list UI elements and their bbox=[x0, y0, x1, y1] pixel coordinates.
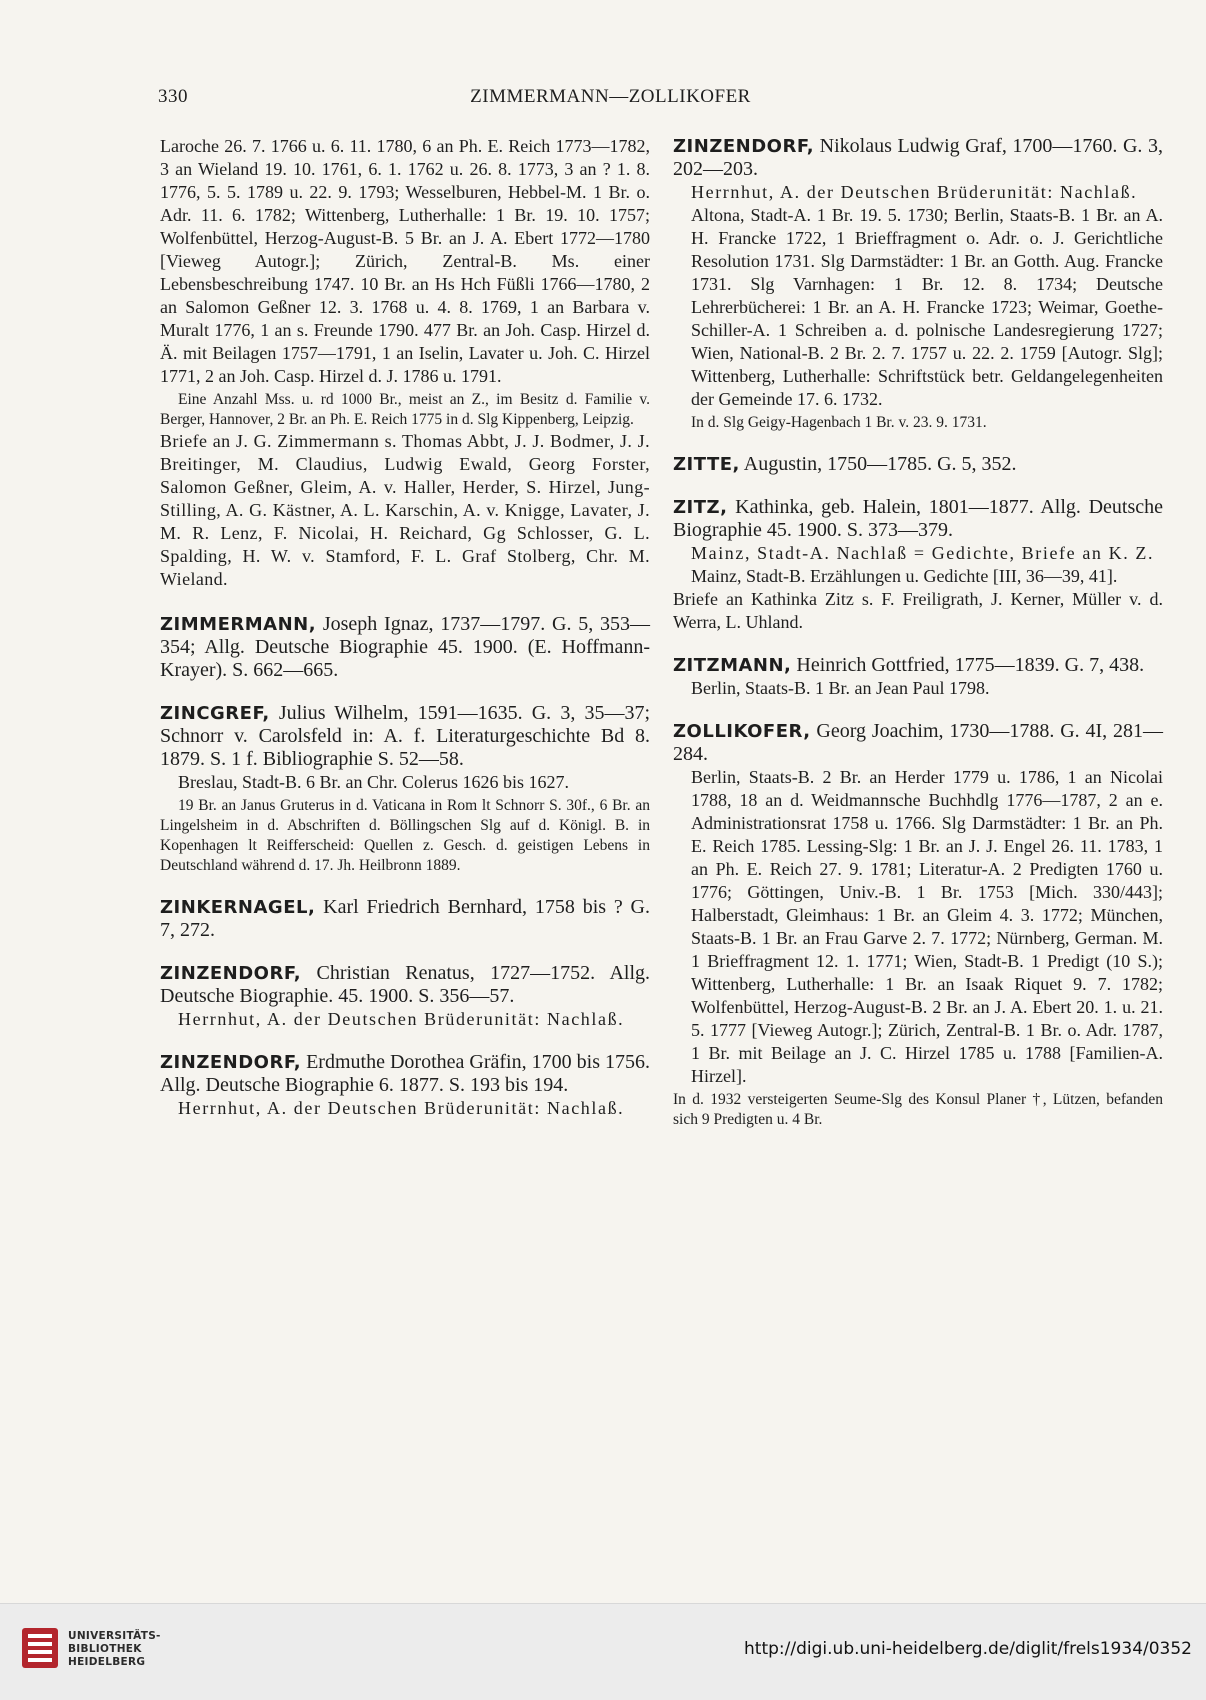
entry-name: ZITTE, bbox=[673, 454, 740, 475]
entry-body: Laroche 26. 7. 1766 u. 6. 11. 1780, 6 an Ph. E. Reich 1773—1782, 3 an Wieland 19. 10. 1761, 6. 1. 1762 u. 26. 8. 1773, 3 an ? 1. 8. 1776, 5. 5. 1789 u. 22. 9. 1793; Wesselburen, Hebbel-M. 1 Br. o. Adr. 11. 6. 1782; Wittenberg, Lutherhalle: 1 Br. 19. 10. 1757; Wolfenbüttel, Herzog-August-B. 5 Br. an J. A. Ebert 1772—1780 [Vieweg Autogr.]; Zürich, Zentral-B. Ms. einer Lebensbeschreibung 1747. 10 Br. an Hs Hch Füßli 1766—1780, 2 an Salomon Geßner 12. 3. 1768 u. 4. 8. 1769, 1 an Barbara v. Muralt 1776, 1 an s. Freunde 1790. 477 Br. an Joh. Casp. Hirzel d. Ä. mit Beilagen 1757—1791, 1 an Iselin, Lavater u. Joh. C. Hirzel 1771, 2 an Joh. Casp. Hirzel d. J. 1786 u. 1791. bbox=[160, 136, 650, 386]
entry-name: ZINKERNAGEL, bbox=[160, 897, 316, 918]
entry-location: Herrnhut, A. der Deutschen Brüderunität: Nachlaß. bbox=[178, 1009, 625, 1029]
entry-note: 19 Br. an Janus Gruterus in d. Vaticana in Rom lt Schnorr S. 30f., 6 Br. an Lingelsheim in d. Abschriften d. Böllingschen Slg auf d. Königl. B. in Kopenhagen lt Reifferscheid: Quellen z. Gesch. d. geistigen Lebens in Deutschland während d. 17. Jh. Heilbronn 1889. bbox=[160, 797, 650, 874]
entry-body: Berlin, Staats-B. 2 Br. an Herder 1779 u. 1786, 1 an Nicolai 1788, 18 an d. Weidmannsche Buchhdlg 1776—1787, 2 an e. Administrationsrat 1758 u. 1766. Slg Darmstädter: 1 Br. an Ph. E. Reich 1785. Lessing-Slg: 1 Br. an J. J. Engel 26. 11. 1783, 1 an Ph. E. Reich 27. 9. 1781; Literatur-A. 2 Predigten 1760 u. 1776; Göttingen, Univ.-B. 1 Br. 1753 [Mich. 330/443]; Halberstadt, Gleimhaus: 1 Br. an Gleim 4. 3. 1772; München, Staats-B. 1 Br. an Frau Garve 2. 7. 1772; Nürnberg, German. M. 1 Brieffragment 12. 1. 1771; Wien, Stadt-B. 1 Predigt (10 S.); Wittenberg, Lutherhalle: 1 Br. an Isaak Riquet 9. 7. 1782; Wolfenbüttel, Herzog-August-B. 2 Br. an J. A. Ebert 20. 1. u. 21. 5. 1777 [Vieweg Autogr.]; Zürich, Zentral-B. 1 Br. o. Adr. 1787, 1 Br. mit Beilage an J. C. Hirzel 1785 u. 1788 [Familien-A. Hirzel]. bbox=[691, 767, 1163, 1086]
entry-location: Mainz, Stadt-A. Nachlaß = Gedichte, Briefe an K. Z. bbox=[691, 543, 1155, 563]
entry-heading bbox=[673, 654, 1163, 677]
entry-heading bbox=[160, 702, 650, 771]
entry-zinkernagel bbox=[160, 896, 650, 942]
entry-body: Altona, Stadt-A. 1 Br. 19. 5. 1730; Berlin, Staats-B. 1 Br. an A. H. Francke 1722, 1 Brieffragment o. Adr. o. J. Gerichtliche Resolution 1731. Slg Darmstädter: 1 Br. an Gotth. Aug. Francke 1731. Slg Varnhagen: 1 Br. 12. 8. 1734; Deutsche Lehrerbücherei: 1 Br. an A. H. Francke 1723; Weimar, Goethe-Schiller-A. 1 Schreiben a. d. polnische Landesregierung 1727; Wien, National-B. 2 Br. 2. 7. 1757 u. 22. 2. 1759 [Autogr. Slg]; Wittenberg, Lutherhalle: Schriftstück betr. Geldangelegenheiten der Gemeinde 17. 6. 1732. bbox=[691, 205, 1163, 409]
entry-zincgref bbox=[160, 702, 650, 876]
entry-heading bbox=[673, 496, 1163, 542]
institution-line: UNIVERSITÄTS- bbox=[68, 1630, 161, 1642]
entry-heading-text: Christian Renatus, 1727—1752. Allg. Deutsche Biographie. 45. 1900. S. 356—57. bbox=[160, 962, 651, 1007]
entry-location: Herrnhut, A. der Deutschen Brüderunität: Nachlaß. bbox=[691, 182, 1138, 202]
entry-heading-text: Karl Friedrich Bernhard, 1758 bis ? G. 7, 272. bbox=[160, 896, 651, 941]
entry-name: ZOLLIKOFER, bbox=[673, 721, 811, 742]
institution-line: BIBLIOTHEK bbox=[68, 1643, 142, 1655]
entry-heading-text: Nikolaus Ludwig Graf, 1700—1760. G. 3, 202—203. bbox=[673, 135, 1163, 180]
left-column bbox=[160, 135, 650, 1140]
entry-body: Berlin, Staats-B. 1 Br. an Jean Paul 1798. bbox=[691, 678, 990, 698]
entry-note: In d. Slg Geigy-Hagenbach 1 Br. v. 23. 9. 1731. bbox=[691, 414, 987, 431]
entry-name: ZINCGREF, bbox=[160, 703, 270, 724]
entry-zimmermann-continued bbox=[160, 135, 650, 591]
entry-zinzendorf-nikolaus bbox=[673, 135, 1163, 433]
entry-heading bbox=[160, 1051, 650, 1097]
entry-heading-text: Augustin, 1750—1785. G. 5, 352. bbox=[743, 453, 1017, 475]
entry-heading-text: Joseph Ignaz, 1737—1797. G. 5, 353—354; Allg. Deutsche Biographie 45. 1900. (E. Hoffmann-Krayer). S. 662—665. bbox=[160, 613, 650, 681]
right-column bbox=[673, 135, 1163, 1150]
entry-body: Mainz, Stadt-B. Erzählungen u. Gedichte [III, 36—39, 41]. bbox=[691, 566, 1118, 586]
entry-heading-text: Julius Wilhelm, 1591—1635. G. 3, 35—37; Schnorr v. Carolsfeld in: A. f. Literaturgeschichte Bd 8. 1879. S. 1 f. Bibliographie S. 52—58. bbox=[160, 702, 651, 770]
entry-name: ZITZMANN, bbox=[673, 655, 792, 676]
entry-name: ZINZENDORF, bbox=[673, 136, 815, 157]
entry-zitz bbox=[673, 496, 1163, 634]
running-title: ZIMMERMANN—ZOLLIKOFER bbox=[470, 86, 751, 107]
entry-note: In d. 1932 versteigerten Seume-Slg des Konsul Planer †, Lützen, befanden sich 9 Predigten u. 4 Br. bbox=[673, 1091, 1163, 1128]
entry-heading-text: Kathinka, geb. Halein, 1801—1877. Allg. Deutsche Biographie 45. 1900. S. 373—379. bbox=[673, 496, 1163, 541]
entry-heading bbox=[160, 613, 650, 682]
entry-heading bbox=[673, 453, 1163, 476]
entry-zinzendorf-erdmuthe bbox=[160, 1051, 650, 1120]
entry-name: ZINZENDORF, bbox=[160, 1052, 302, 1073]
entry-letters: Briefe an Kathinka Zitz s. F. Freiligrath, J. Kerner, Müller v. d. Werra, L. Uhland. bbox=[673, 589, 1163, 632]
entry-heading bbox=[673, 720, 1163, 766]
institution-name[interactable] bbox=[68, 1630, 161, 1669]
entry-heading-text: Georg Joachim, 1730—1788. G. 4I, 281—284. bbox=[673, 720, 1163, 765]
university-seal-icon[interactable] bbox=[20, 1626, 60, 1670]
entry-heading bbox=[673, 135, 1163, 181]
page-number: 330 bbox=[158, 86, 188, 107]
entry-zitte bbox=[673, 453, 1163, 476]
entry-location: Herrnhut, A. der Deutschen Brüderunität: Nachlaß. bbox=[178, 1098, 625, 1118]
entry-zimmermann-joseph bbox=[160, 613, 650, 682]
permalink-url[interactable]: http://digi.ub.uni-heidelberg.de/diglit/frels1934/0352 bbox=[744, 1639, 1192, 1659]
entry-heading bbox=[160, 962, 650, 1008]
entry-location: Breslau, Stadt-B. 6 Br. an Chr. Colerus 1626 bis 1627. bbox=[178, 772, 569, 792]
entry-zitzmann bbox=[673, 654, 1163, 700]
entry-name: ZINZENDORF, bbox=[160, 963, 302, 984]
entry-zinzendorf-christian bbox=[160, 962, 650, 1031]
entry-name: ZITZ, bbox=[673, 497, 728, 518]
entry-letters: Briefe an J. G. Zimmermann s. Thomas Abbt, J. J. Bodmer, J. J. Breitinger, M. Claudius, Ludwig Ewald, Georg Forster, Salomon Geßner, Gleim, A. v. Haller, Herder, S. Hirzel, Jung-Stilling, A. G. Kästner, A. L. Karschin, A. v. Knigge, Lavater, J. M. R. Lenz, F. Nicolai, H. Reichard, Gg Schlosser, G. L. Spalding, H. W. v. Stamford, F. L. Graf Stolberg, Chr. M. Wieland. bbox=[160, 431, 650, 589]
viewer-footer bbox=[0, 1603, 1206, 1700]
entry-name: ZIMMERMANN, bbox=[160, 614, 317, 635]
entry-zollikofer bbox=[673, 720, 1163, 1130]
entry-note: Eine Anzahl Mss. u. rd 1000 Br., meist an Z., im Besitz d. Familie v. Berger, Hannover, 2 Br. an Ph. E. Reich 1775 in d. Slg Kippenberg, Leipzig. bbox=[160, 391, 650, 428]
entry-heading bbox=[160, 896, 650, 942]
entry-heading-text: Heinrich Gottfried, 1775—1839. G. 7, 438. bbox=[796, 654, 1145, 676]
institution-line: HEIDELBERG bbox=[68, 1656, 146, 1668]
page-header bbox=[158, 86, 1063, 112]
entry-heading-text: Erdmuthe Dorothea Gräfin, 1700 bis 1756. Allg. Deutsche Biographie 6. 1877. S. 193 bis 194. bbox=[160, 1051, 650, 1096]
